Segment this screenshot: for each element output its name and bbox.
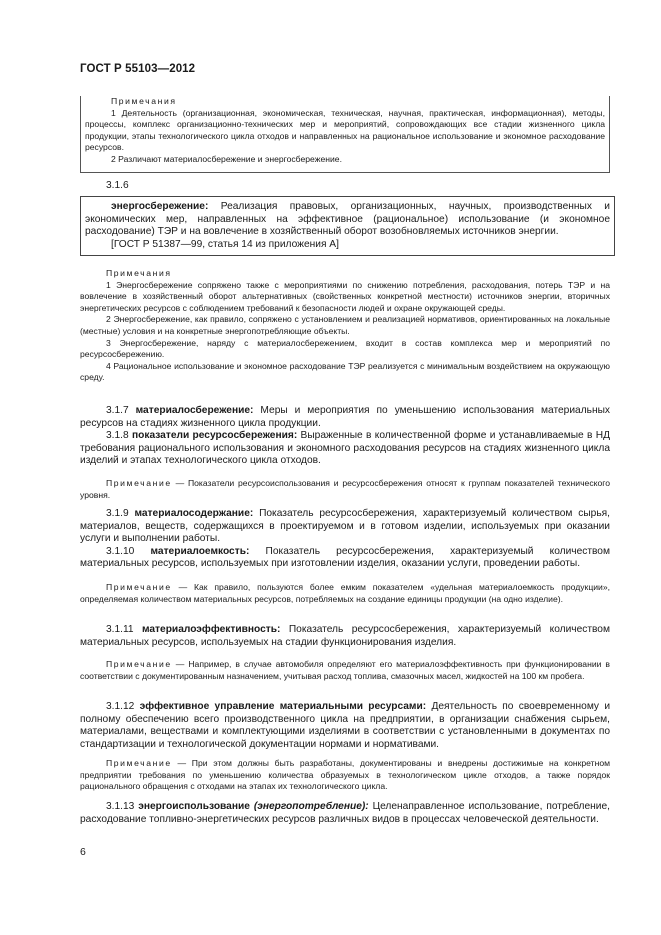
notes-box bbox=[80, 96, 610, 173]
note-318 bbox=[80, 478, 610, 501]
note-2: 2 Различают материалосбережение и энергосбережение. bbox=[111, 153, 342, 164]
section-319-3110 bbox=[80, 508, 610, 571]
note-316-2: 2 Энергосбережение, как правило, сопряжено с установлением и реализацией нормативов, ориентированных на локальные (местные) условия и на конкретные энергопотребляющие объекты. bbox=[80, 314, 610, 336]
definition-3112: Деятельность по своевременному и полному обеспечению всего производственного цикла на предприятии, в организации снабжения сырьем, материалами, веществами и комплектующими изделиями в соответствии с установленными в документах по стандартизации и технологической документации нормами и нормативами. bbox=[80, 701, 611, 750]
section-3113 bbox=[80, 801, 610, 826]
note-3112-text: — При этом должны быть разработаны, документированы и внедрены достижимые на конкретном предприятии требования по уменьшению количества образуемых в технологическом цикле отходов, а также порядок рационального обращения с отходами на этапах их технологического цикла. bbox=[80, 758, 611, 792]
notes-heading: Примечания bbox=[111, 96, 177, 106]
note-316-3: 3 Энергосбережение, наряду с материалосбережением, входит в состав комплекса мер и мероприятий по ресурсосбережению. bbox=[80, 337, 610, 360]
note-3112 bbox=[80, 758, 610, 793]
definition-317: Меры и мероприятия по уменьшению использования материальных ресурсов на стадиях жизненного цикла продукции. bbox=[80, 405, 610, 429]
note-3111-label: Примечание bbox=[106, 659, 172, 669]
document-header: ГОСТ Р 55103—2012 bbox=[80, 63, 196, 75]
term-317: материалосбережение: bbox=[135, 405, 254, 416]
section-number-3113: 3.1.13 bbox=[106, 801, 135, 812]
term-3111: материалоэффективность: bbox=[141, 624, 281, 635]
section-number-319: 3.1.9 bbox=[106, 508, 129, 519]
note-318-text: — Показатели ресурсоиспользования и ресурсосбережения относят к группам показателей технического уровня. bbox=[80, 478, 610, 500]
term-318: показатели ресурсосбережения: bbox=[131, 430, 298, 442]
notes-316-heading: Примечания bbox=[106, 268, 172, 278]
term-319: материалосодержание: bbox=[134, 508, 254, 519]
note-3111 bbox=[80, 659, 610, 682]
definition-319: Показатель ресурсосбережения, характеризуемый количеством сырья, материалов, веществ, содержащихся в проектируемом и в готовом изделии, используемых при оказании услуги и выполнении работы. bbox=[80, 508, 610, 545]
note-1: 1 Деятельность (организационная, экономическая, техническая, научная, практическая, информационная), методы, процессы, комплекс организационно-технических мер и мероприятий, сопровождающих все стадии жизненного цикла продукции, этапы технологического цикла отходов и направленных на рациональное использование и экономное расходование ресурсов. bbox=[85, 107, 605, 153]
definition-box-316 bbox=[80, 196, 615, 256]
note-3112-label: Примечание bbox=[106, 758, 172, 768]
section-3111 bbox=[80, 624, 610, 649]
note-3110 bbox=[80, 582, 610, 605]
definition-318: Выраженные в количественной форме и устанавливаемые в НД требования рационального использования и экономного расходования ресурсов на стадиях жизненного цикла изделий и этапах технологического цикла отходов. bbox=[80, 430, 610, 467]
page-number: 6 bbox=[80, 846, 86, 858]
note-316-1: 1 Энергосбережение сопряжено также с мероприятиями по снижению потребления, расходования, потерь ТЭР и на вовлечение в хозяйственный оборот альтернативных (свойственных конкретной местности) источников энергии, вторичных энергетических ресурсов с соблюдением требований к безопасности людей и охране окружающей среды. bbox=[80, 279, 610, 313]
term-3110: материалоемкость: bbox=[150, 545, 250, 557]
term-3112: эффективное управление материальными ресурсами: bbox=[139, 701, 427, 712]
definition-3111: Показатель ресурсосбережения, характеризуемый количеством материальных ресурсов, используемых на стадии функционирования изделия. bbox=[80, 624, 610, 648]
section-317-318 bbox=[80, 405, 610, 468]
section-number-3112: 3.1.12 bbox=[106, 701, 135, 712]
section-3112 bbox=[80, 701, 610, 751]
reference-316: [ГОСТ Р 51387—99, статья 14 из приложения А] bbox=[111, 238, 339, 250]
section-number-3110: 3.1.10 bbox=[106, 545, 135, 557]
term-3113-alt: (энергопотребление): bbox=[253, 801, 369, 812]
definition-3110: Показатель ресурсосбережения, характеризуемый количеством материальных ресурсов, используемых при изготовлении изделия, оказании услуги, проведении работы. bbox=[80, 545, 610, 570]
section-number-316: 3.1.6 bbox=[106, 180, 129, 191]
note-3110-text: — Как правило, пользуются более емким показателем «удельная материалоемкость продукции», определяемая количеством материальных ресурсов, потребляемых на создание единицы продукции (на одно изделие). bbox=[80, 582, 611, 604]
section-number-317: 3.1.7 bbox=[106, 405, 129, 416]
note-3111-text: — Например, в случае автомобиля определяют его материалоэффективность при функционировании в соответствии с документированным назначением, учитывая расход топлива, смазочных масел, жидкостей на 100 км пробега. bbox=[80, 659, 610, 681]
term-316: энергосбережение: bbox=[111, 201, 209, 212]
definition-3113: Целенаправленное использование, потребление, расходование топливно-энергетических ресурсов различных видов в процессах человеческой деятельности. bbox=[80, 801, 610, 825]
term-3113: энергоиспользование bbox=[138, 801, 250, 812]
notes-316 bbox=[80, 268, 610, 384]
note-316-4: 4 Рациональное использование и экономное расходование ТЭР реализуется с минимальным воздействием на окружающую среду. bbox=[80, 360, 610, 383]
section-number-3111: 3.1.11 bbox=[106, 624, 134, 635]
note-3110-label: Примечание bbox=[106, 582, 172, 592]
section-number-318: 3.1.8 bbox=[106, 430, 129, 442]
definition-316: Реализация правовых, организационных, научных, производственных и экономических мер, направленных на эффективное (рациональное) использование (и экономное расходование) ТЭР и на вовлечение в хозяйственный оборот возобновляемых источников энергии. bbox=[85, 201, 610, 238]
note-318-label: Примечание bbox=[106, 478, 172, 488]
